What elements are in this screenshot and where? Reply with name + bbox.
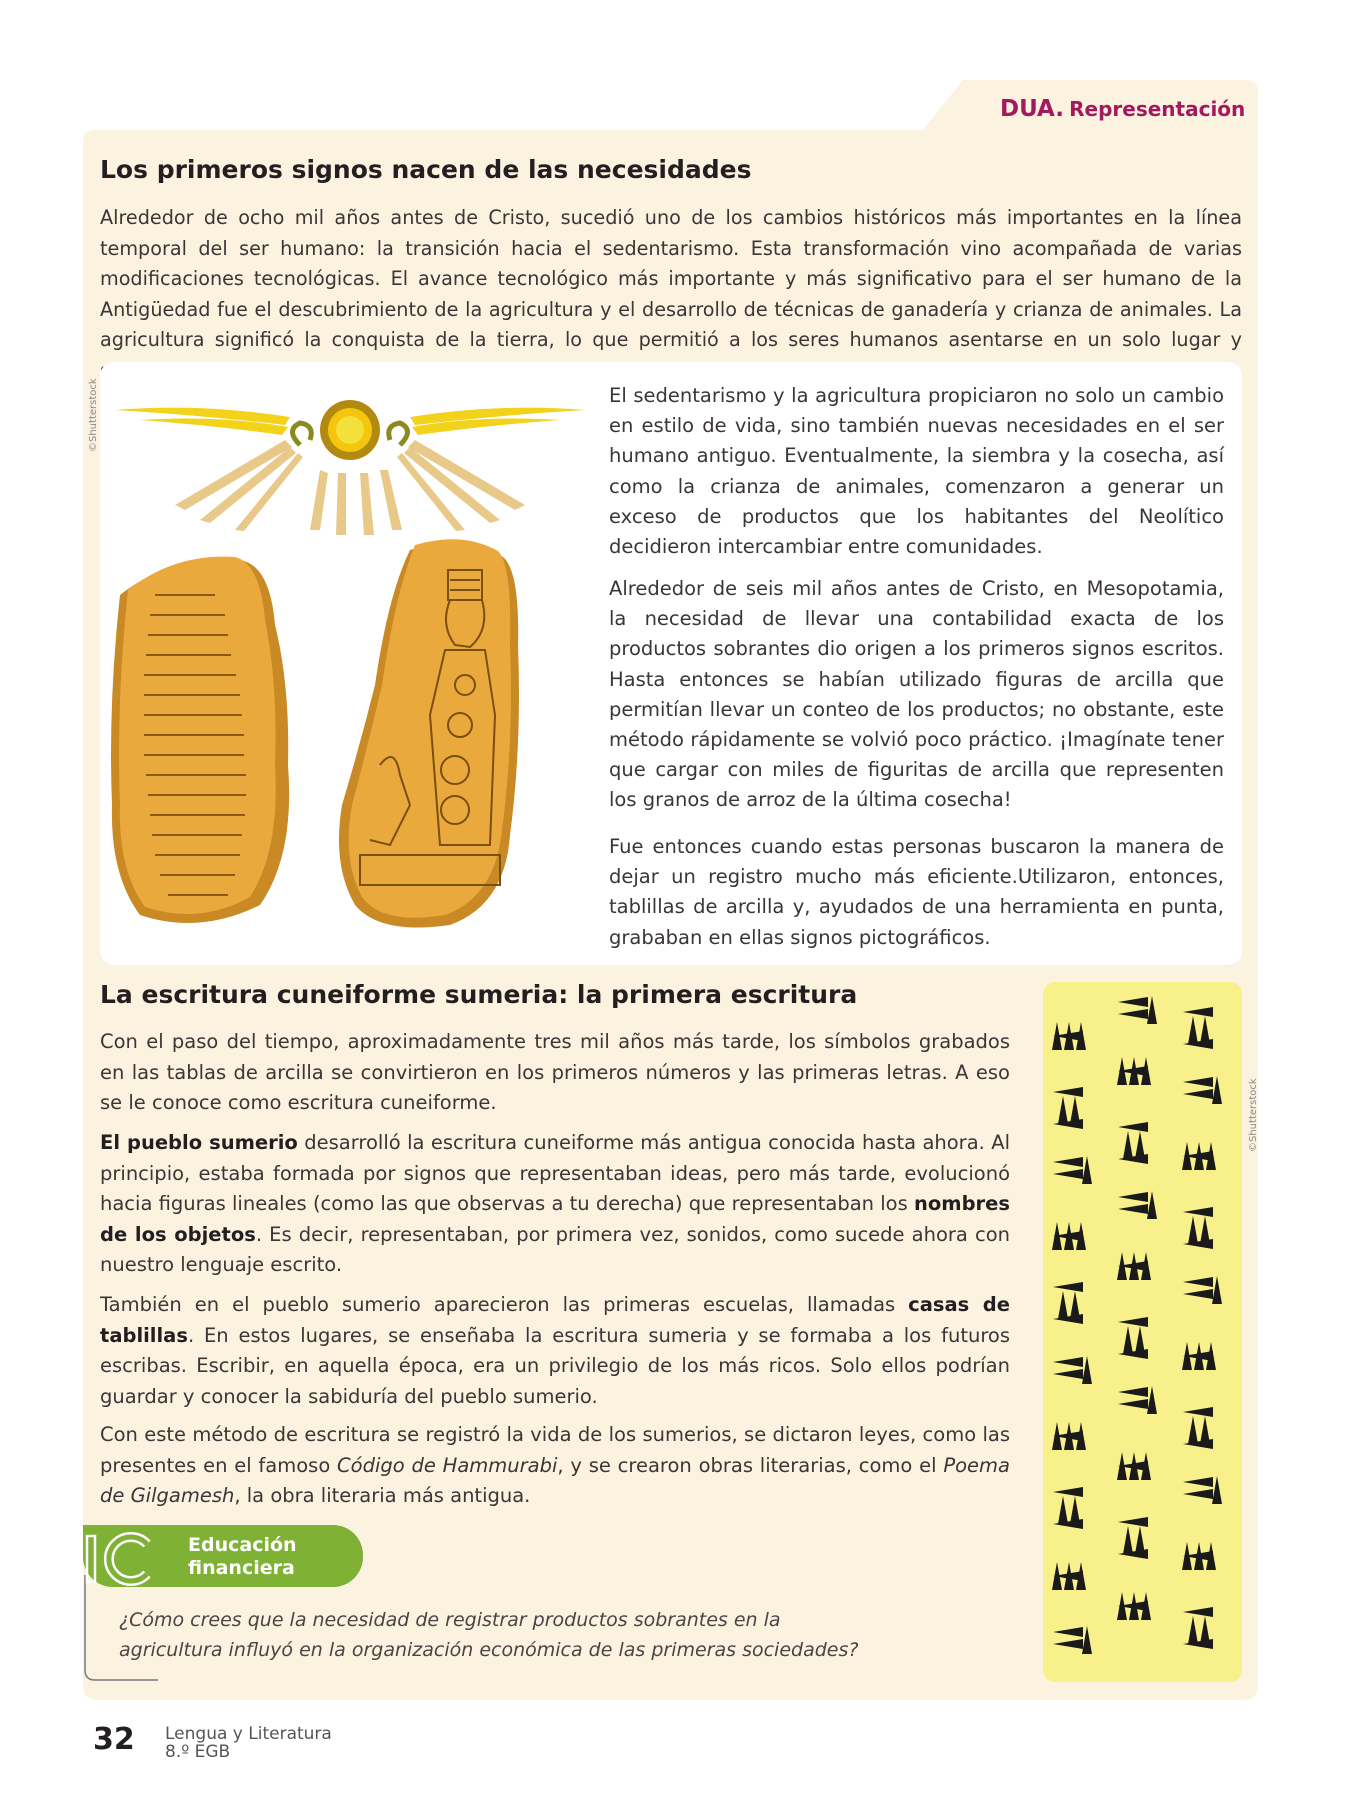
page-number: 32 — [93, 1722, 135, 1757]
section2-paragraph-3 — [100, 1290, 1010, 1412]
ic-educacion-financiera — [83, 1525, 863, 1685]
cuneiform-image-credit: ©Shutterstock — [1248, 1078, 1259, 1152]
footer-grade: 8.º EGB — [165, 1742, 231, 1762]
section1-paragraph-1: El sedentarismo y la agricultura propiciaron no solo un cambio en estilo de vida, sino también nuevas necesidades en el ser humano antiguo. Eventualmente, la siembra y la cosecha, así como la crianza de animales, comenzaron a generar un exceso de productos que los habitantes del Neolítico decidieron intercambiar entre comunidades. — [609, 384, 1224, 559]
ic-question: ¿Cómo crees que la necesidad de registrar productos sobrantes en la agricultura influyó en la organización económica de las primeras sociedades? — [119, 1609, 859, 1661]
dua-label: Representación — [1069, 97, 1246, 121]
cuneiform-column-1 — [1052, 1022, 1092, 1654]
term-casas-tablillas: casas de tablillas — [100, 1293, 1010, 1347]
section1-paragraph-3: Fue entonces cuando estas personas buscaron la manera de dejar un registro mucho más eficiente.Utilizaron, entonces, tablillas de arcilla y, ayudados de una herramienta en punta, grababan en ellas signos pictográficos. — [609, 835, 1224, 949]
section2-p2-text-2: . Es decir, representaban, por primera vez, sonidos, como sucede ahora con nuestro lenguaje escrito. — [100, 1222, 1010, 1276]
section2-p3-text-2: . En estos lugares, se enseñaba la escritura sumeria y se formaba a los futuros escribas. Escribir, en aquella época, era un privilegio de los más ricos. Solo ellos podrían guardar y conocer la sabiduría del pueblo sumerio. — [100, 1323, 1010, 1408]
title-poema-gilgamesh: Poema de Gilgamesh — [100, 1453, 1010, 1507]
ic-logo-icon — [85, 1530, 155, 1586]
section2-paragraph-2 — [100, 1128, 1010, 1281]
section-title-primeros-signos: Los primeros signos nacen de las necesidades — [100, 155, 752, 184]
section2-p4-text-3: , la obra literaria más antigua. — [234, 1484, 531, 1507]
section2-p3-text-1: También en el pueblo sumerio aparecieron las primeras escuelas, llamadas — [100, 1293, 909, 1316]
clay-tablets-illustration — [110, 385, 590, 940]
intro-paragraph: Alrededor de ocho mil años antes de Cristo, sucedió uno de los cambios históricos más importantes en la línea temporal del ser humano: la transición hacia el sedentarismo. Esta transformación vino acompañada de varias modificaciones tecnológicas. El avance tecnológico más importante y más significativo para el ser humano de la Antigüedad fue el descubrimiento de la agricultura y el desarrollo de técnicas de ganadería y crianza de animales. La agricultura significó la conquista de la tierra, lo que permitió a los seres humanos asentarse en un solo lugar y — [100, 206, 1242, 351]
king-relief-tablet-icon — [339, 539, 519, 927]
section2-paragraph-4 — [100, 1420, 1010, 1512]
footer-subject — [165, 1725, 332, 1761]
cuneiform-column-2 — [1117, 996, 1157, 1620]
cuneiform-tablet-icon — [111, 557, 289, 923]
ic-label — [188, 1534, 358, 1580]
image-credit: ©Shutterstock — [88, 378, 99, 452]
footer-subject-name: Lengua y Literatura — [165, 1724, 332, 1744]
title-codigo-hammurabi: Código de Hammurabi — [337, 1453, 558, 1477]
section1-paragraph-2: Alrededor de seis mil años antes de Cristo, en Mesopotamia, la necesidad de llevar una contabilidad exacta de los productos sobrantes dio origen a los primeros signos escritos. Hasta entonces se habían utilizado figuras de arcilla que permitían llevar un conteo de los productos; no obstante, este método rápidamente se volvió poco práctico. ¡Imagínate tener que cargar con miles de figuritas de arcilla que representen los granos de arroz de la última cosecha! — [609, 577, 1224, 812]
section2-p4-text-1: Con este método de escritura se registró la vida de los sumerios, se dictaron leyes, como las presentes en el famoso — [100, 1423, 1010, 1477]
ic-label-line-2: financiera — [188, 1557, 295, 1579]
cuneiform-column-3 — [1182, 1007, 1222, 1649]
term-pueblo-sumerio: El pueblo sumerio — [100, 1131, 298, 1154]
section-title-cuneiforme: La escritura cuneiforme sumeria: la primera escritura — [100, 980, 858, 1009]
dua-tag — [1000, 96, 1245, 122]
dua-strong: DUA. — [1000, 96, 1065, 122]
cuneiform-script-image — [1043, 982, 1242, 1682]
winged-sun-icon — [115, 400, 585, 535]
section2-p2-text-1: desarrolló la escritura cuneiforme más antigua conocida hasta ahora. Al principio, estaba formada por signos que representaban ideas, pero más tarde, evolucionó hacia figuras lineales (como las que observas a tu derecha) que representaban los — [100, 1131, 1010, 1215]
section2-paragraph-1: Con el paso del tiempo, aproximadamente tres mil años más tarde, los símbolos grabados en las tablas de arcilla se convirtieron en los primeros números y las primeras letras. A eso se le conoce como escritura cuneiforme. — [100, 1030, 1010, 1114]
ic-label-line-1: Educación — [188, 1534, 297, 1556]
cuneiform-glyphs-icon — [1043, 982, 1242, 1682]
section2-p4-text-2: , y se crearon obras literarias, como el — [557, 1453, 944, 1477]
term-nombres-objetos: nombres de los objetos — [100, 1192, 1010, 1246]
